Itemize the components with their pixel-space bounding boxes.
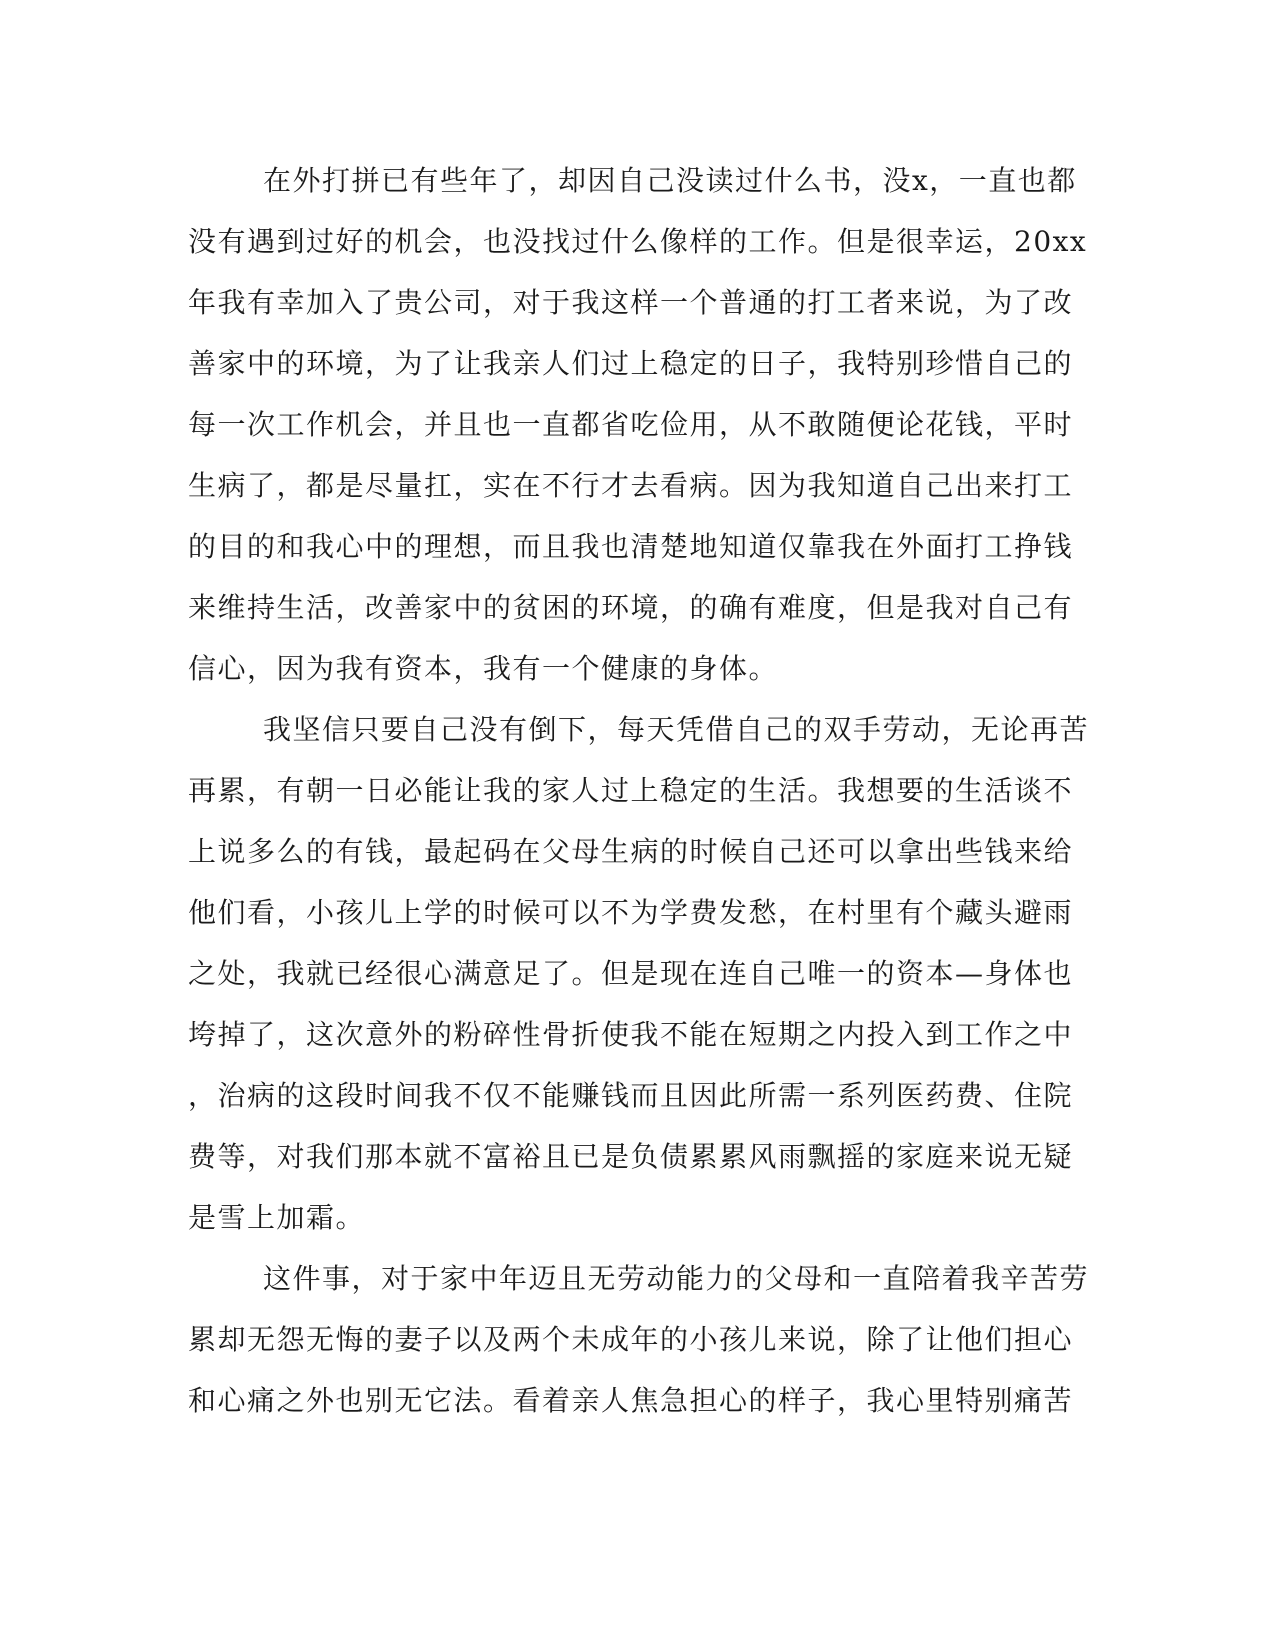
text-line: 垮掉了，这次意外的粉碎性骨折使我不能在短期之内投入到工作之中: [188, 1018, 1074, 1051]
text-line: 他们看，小孩儿上学的时候可以不为学费发愁，在村里有个藏头避雨: [188, 896, 1074, 929]
text-line: 再累，有朝一日必能让我的家人过上稳定的生活。我想要的生活谈不: [188, 774, 1074, 807]
text-line: 之处，我就已经很心满意足了。但是现在连自己唯一的资本—身体也: [188, 957, 1074, 990]
text-line: 善家中的环境，为了让我亲人们过上稳定的日子，我特别珍惜自己的: [188, 347, 1074, 380]
text-line: 和心痛之外也别无它法。看着亲人焦急担心的样子，我心里特别痛苦: [188, 1384, 1074, 1417]
text-line: 信心，因为我有资本，我有一个健康的身体。: [188, 652, 779, 685]
text-line: 费等，对我们那本就不富裕且已是负债累累风雨飘摇的家庭来说无疑: [188, 1140, 1074, 1173]
text-line: 累却无怨无悔的妻子以及两个未成年的小孩儿来说，除了让他们担心: [188, 1323, 1074, 1356]
text-line: 这件事，对于家中年迈且无劳动能力的父母和一直陪着我辛苦劳: [263, 1262, 1090, 1295]
text-line: 是雪上加霜。: [188, 1201, 366, 1234]
text-line: 在外打拼已有些年了，却因自己没读过什么书，没x，一直也都: [263, 164, 1077, 197]
document-body: [188, 150, 1088, 1431]
text-line: 上说多么的有钱，最起码在父母生病的时候自己还可以拿出些钱来给: [188, 835, 1074, 868]
text-line: 年我有幸加入了贵公司，对于我这样一个普通的打工者来说，为了改: [188, 286, 1074, 319]
paragraph-1: [188, 150, 1088, 699]
text-line: 的目的和我心中的理想，而且我也清楚地知道仅靠我在外面打工挣钱: [188, 530, 1074, 563]
text-line: 生病了，都是尽量扛，实在不行才去看病。因为我知道自己出来打工: [188, 469, 1074, 502]
paragraph-3: [188, 1248, 1088, 1431]
text-line: 我坚信只要自己没有倒下，每天凭借自己的双手劳动，无论再苦: [263, 713, 1090, 746]
paragraph-2: [188, 699, 1088, 1248]
text-line: ，治病的这段时间我不仅不能赚钱而且因此所需一系列医药费、住院: [188, 1079, 1074, 1112]
text-line: 来维持生活，改善家中的贫困的环境，的确有难度，但是我对自己有: [188, 591, 1074, 624]
text-line: 没有遇到过好的机会，也没找过什么像样的工作。但是很幸运，20xx: [188, 225, 1088, 258]
text-line: 每一次工作机会，并且也一直都省吃俭用，从不敢随便论花钱，平时: [188, 408, 1074, 441]
